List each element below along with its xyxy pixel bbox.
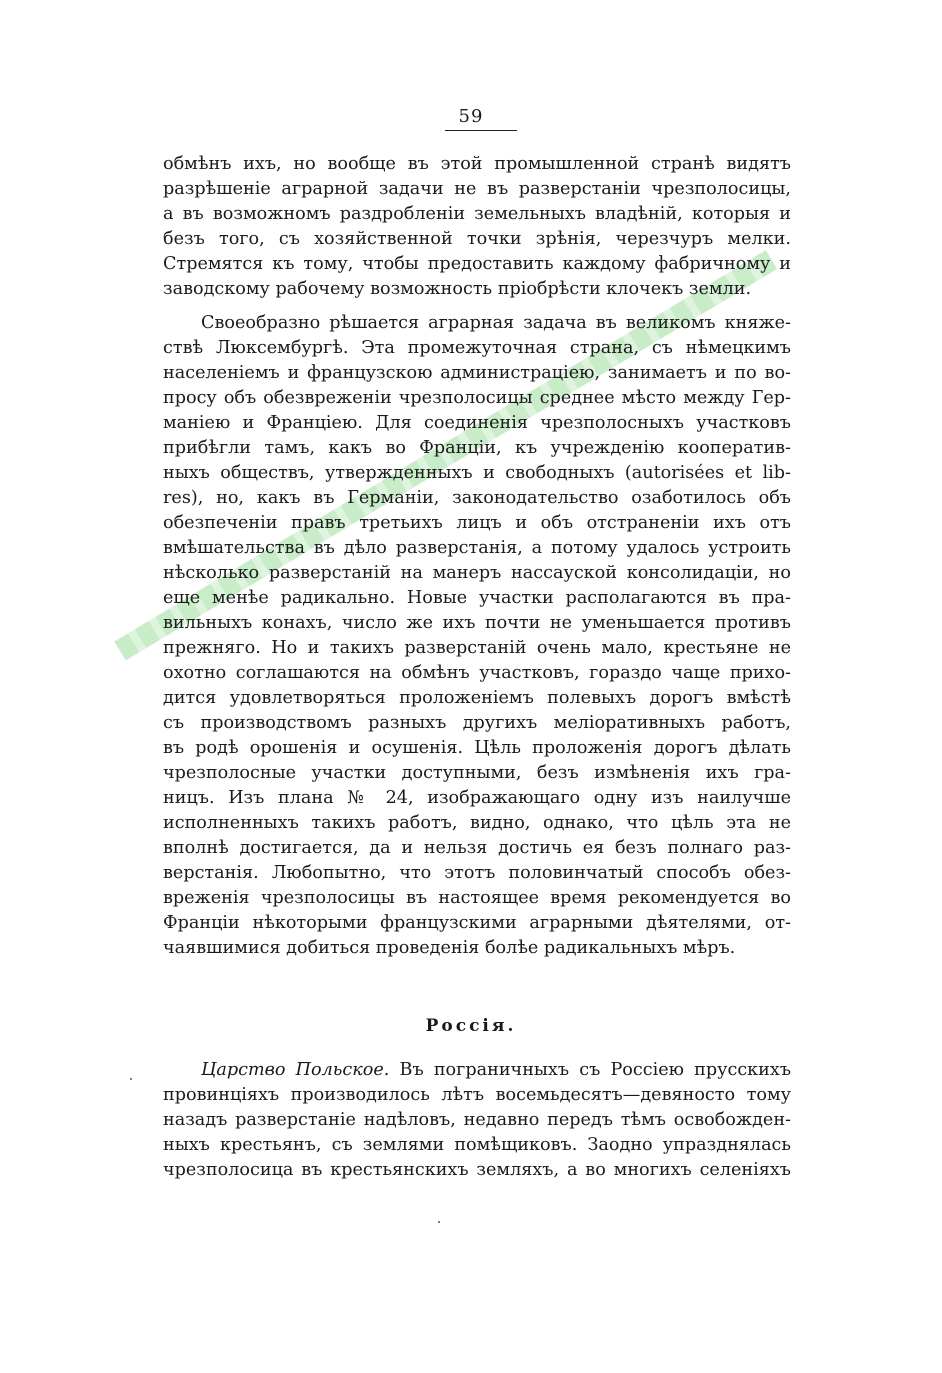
text-line: провинціяхъ производилось лѣтъ восемьдесятъ—девяносто тому: [163, 1085, 791, 1105]
text-line: исполненныхъ такихъ работъ, видно, однако, что цѣль эта не: [163, 813, 791, 833]
text-line: ствѣ Люксембургѣ. Эта промежуточная страна, съ нѣмецкимъ: [163, 338, 791, 358]
text-line: населеніемъ и французскою администраціею, занимаетъ и по во-: [163, 363, 791, 383]
text-line: а въ возможномъ раздробленіи земельныхъ владѣній, которыя и: [163, 204, 791, 224]
text-line: прибѣгли тамъ, какъ во Франціи, къ учрежденію кооператив-: [163, 438, 791, 458]
text-line: прежняго. Но и такихъ разверстаній очень мало, крестьяне не: [163, 638, 791, 658]
text-line: обезпеченіи правъ третьихъ лицъ и объ отстраненіи ихъ отъ: [163, 513, 791, 533]
text-line: безъ того, съ хозяйственной точки зрѣнія, черезчуръ мелки.: [163, 229, 791, 249]
text-line: въ родѣ орошенія и осушенія. Цѣль проложенія дорогъ дѣлать: [163, 738, 791, 758]
text-line: верстанія. Любопытно, что этотъ половинчатый способъ обез-: [163, 863, 791, 883]
text-line: вполнѣ достигается, да и нельзя достичь ея безъ полнаго раз-: [163, 838, 791, 858]
text-line: Своеобразно рѣшается аграрная задача въ великомъ княже-: [201, 313, 791, 333]
paragraph-3: [163, 1058, 791, 1183]
paragraph-1: [163, 152, 791, 302]
text-line: чрезполосица въ крестьянскихъ земляхъ, а во многихъ селеніяхъ: [163, 1160, 791, 1180]
text-line: ныхъ обществъ, утвержденныхъ и свободныхъ (autorisées et lib-: [163, 463, 791, 483]
text-line: заводскому рабочему возможность пріобрѣсти клочекъ земли.: [163, 279, 752, 299]
scan-speck: [438, 1221, 440, 1223]
text-line: чаявшимися добиться проведенія болѣе радикальныхъ мѣръ.: [163, 938, 736, 958]
text-line: [163, 1058, 791, 1083]
text-line: нѣсколько разверстаній на манеръ нассауской консолидаціи, но: [163, 563, 791, 583]
text-line: съ производствомъ разныхъ другихъ меліоративныхъ работъ,: [163, 713, 791, 733]
page-number-rule: [445, 130, 517, 131]
text-line: еще менѣе радикально. Новые участки располагаются въ пра-: [163, 588, 791, 608]
text-line: вильныхъ конахъ, число же ихъ почти не уменьшается противъ: [163, 613, 791, 633]
text-line: вреженія чрезполосицы въ настоящее время рекомендуется во: [163, 888, 791, 908]
text-line: обмѣнъ ихъ, но вообще въ этой промышленной странѣ видятъ: [163, 154, 791, 174]
paragraph-2: [163, 311, 791, 961]
text-line: Стремятся къ тому, чтобы предоставить каждому фабричному и: [163, 254, 791, 274]
text-line: маніею и Франціею. Для соединенія чрезполосныхъ участковъ: [163, 413, 791, 433]
text-line: Франціи нѣкоторыми французскими аграрными дѣятелями, от-: [163, 913, 791, 933]
section-heading: Россія.: [425, 1016, 517, 1036]
italic-lead: Царство Польское.: [201, 1060, 390, 1080]
text-line: разрѣшеніе аграрной задачи не въ разверстаніи чрезполосицы,: [163, 179, 791, 199]
text-line: дится удовлетворяться проложеніемъ полевыхъ дорогъ вмѣстѣ: [163, 688, 791, 708]
text-line: охотно соглашаются на обмѣнъ участковъ, гораздо чаще прихо-: [163, 663, 791, 683]
text-line: чрезполосные участки доступными, безъ измѣненія ихъ гра-: [163, 763, 791, 783]
scan-speck: [130, 1078, 132, 1080]
text-line: вмѣшательства въ дѣло разверстанія, а потому удалось устроить: [163, 538, 791, 558]
page-number: 59: [458, 106, 484, 127]
text-line: назадъ разверстаніе надѣловъ, недавно передъ тѣмъ освобожден-: [163, 1110, 791, 1130]
text-line-rest: Въ пограничныхъ съ Россіею прусскихъ: [399, 1060, 792, 1080]
text-line: res), но, какъ въ Германіи, законодательство озаботилось объ: [163, 488, 791, 508]
text-line: ницъ. Изъ плана № 24, изображающаго одну изъ наилучше: [163, 788, 791, 808]
text-line: просу объ обезвреженіи чрезполосицы среднее мѣсто между Гер-: [163, 388, 791, 408]
text-line: ныхъ крестьянъ, съ землями помѣщиковъ. Заодно упразднялась: [163, 1135, 791, 1155]
